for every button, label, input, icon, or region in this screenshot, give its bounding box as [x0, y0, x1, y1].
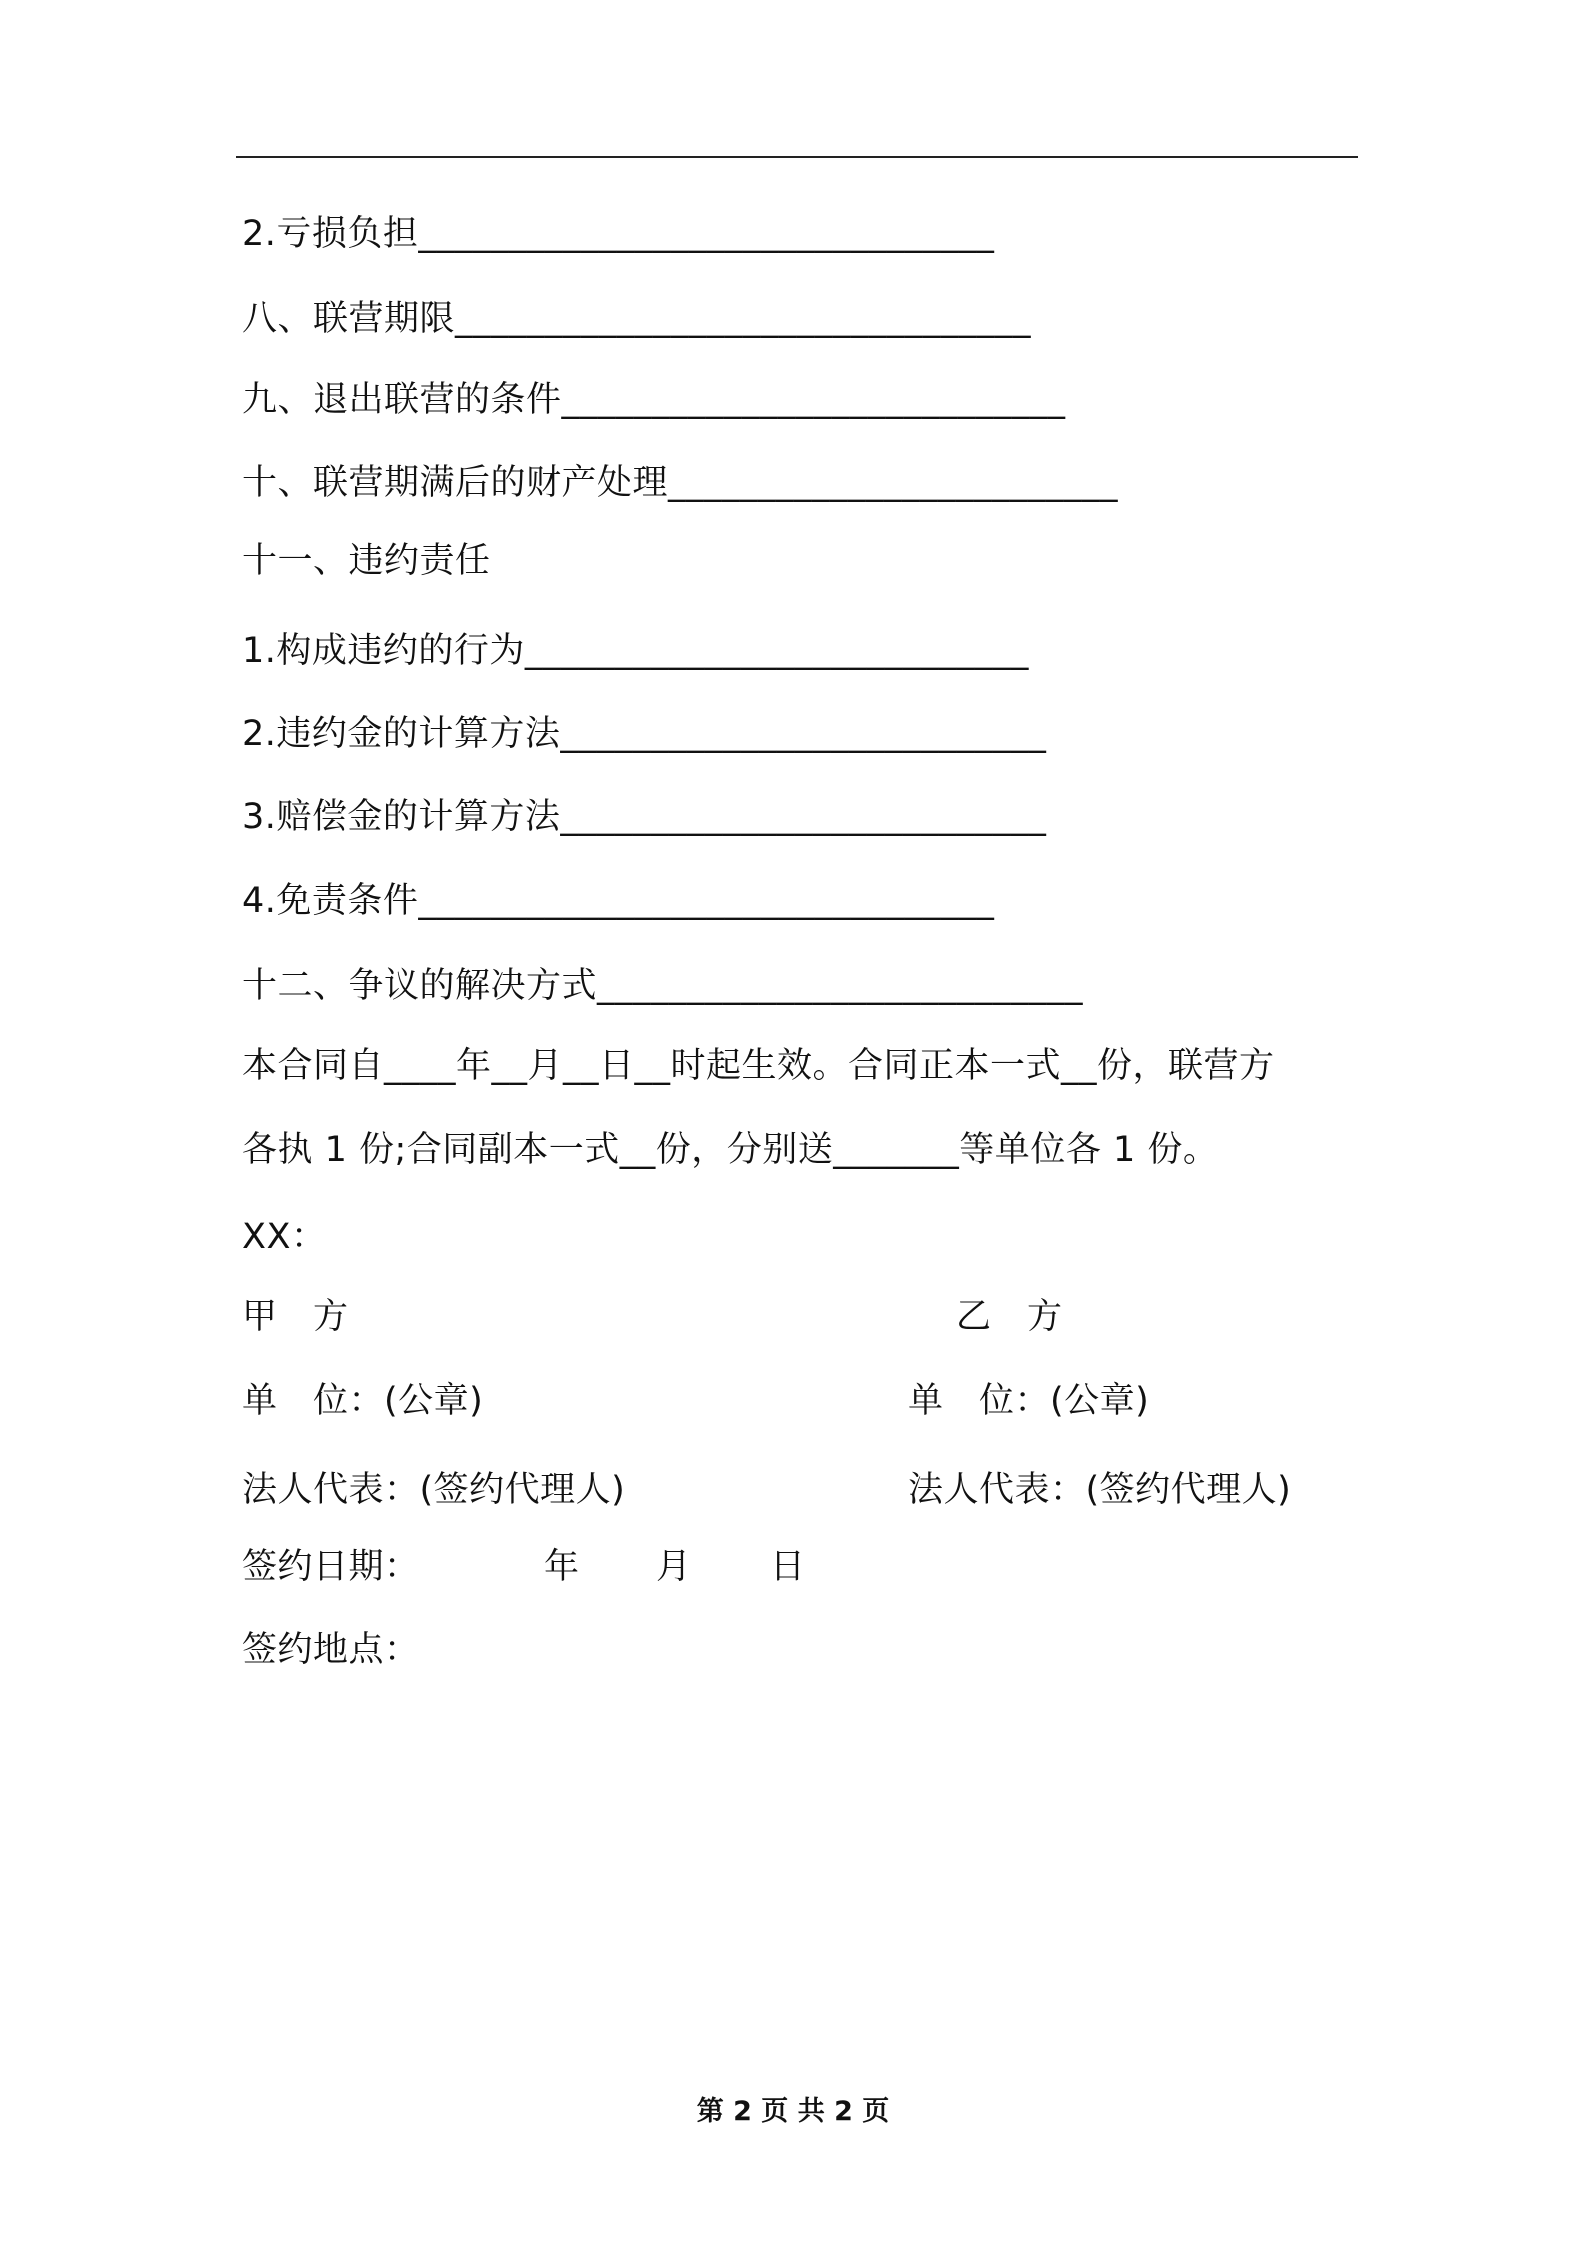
signing-date-day: 日: [770, 1547, 806, 1587]
clause-withdrawal: 九、退出联营的条件____________________________: [242, 380, 1066, 420]
clause-dispute-resolution: 十二、争议的解决方式___________________________: [242, 966, 1084, 1006]
clause-term: 八、联营期限________________________________: [242, 299, 1032, 339]
xx-label: XX：: [242, 1217, 327, 1257]
signing-date-month: 月: [656, 1547, 692, 1587]
clause-compensation-calc: 3.赔偿金的计算方法___________________________: [242, 797, 1047, 837]
signing-date-year: 年: [544, 1547, 580, 1587]
clause-penalty-calc: 2.违约金的计算方法___________________________: [242, 714, 1047, 754]
party-a-representative: 法人代表：(签约代理人): [242, 1470, 626, 1510]
party-a-title: 甲 方: [242, 1297, 349, 1337]
party-b-unit: 单 位：(公章): [908, 1381, 1150, 1421]
header-rule: [236, 156, 1358, 158]
effective-clause-line-2: 各执 1 份;合同副本一式__份，分别送_______等单位各 1 份。: [242, 1130, 1219, 1170]
clause-breach-acts: 1.构成违约的行为____________________________: [242, 631, 1029, 671]
page-indicator: 第 2 页 共 2 页: [696, 2096, 890, 2127]
signing-date-label: 签约日期：: [242, 1547, 420, 1587]
clause-property-disposal: 十、联营期满后的财产处理_________________________: [242, 463, 1119, 503]
clause-loss-sharing: 2.亏损负担________________________________: [242, 214, 995, 254]
party-b-title: 乙 方: [956, 1297, 1063, 1337]
signing-place-label: 签约地点：: [242, 1630, 420, 1670]
party-b-representative: 法人代表：(签约代理人): [908, 1470, 1292, 1510]
clause-exemption: 4.免责条件________________________________: [242, 881, 995, 921]
effective-clause-line-1: 本合同自____年__月__日__时起生效。合同正本一式__份，联营方: [242, 1046, 1275, 1086]
clause-liability-heading: 十一、违约责任: [242, 541, 491, 581]
party-a-unit: 单 位：(公章): [242, 1381, 484, 1421]
